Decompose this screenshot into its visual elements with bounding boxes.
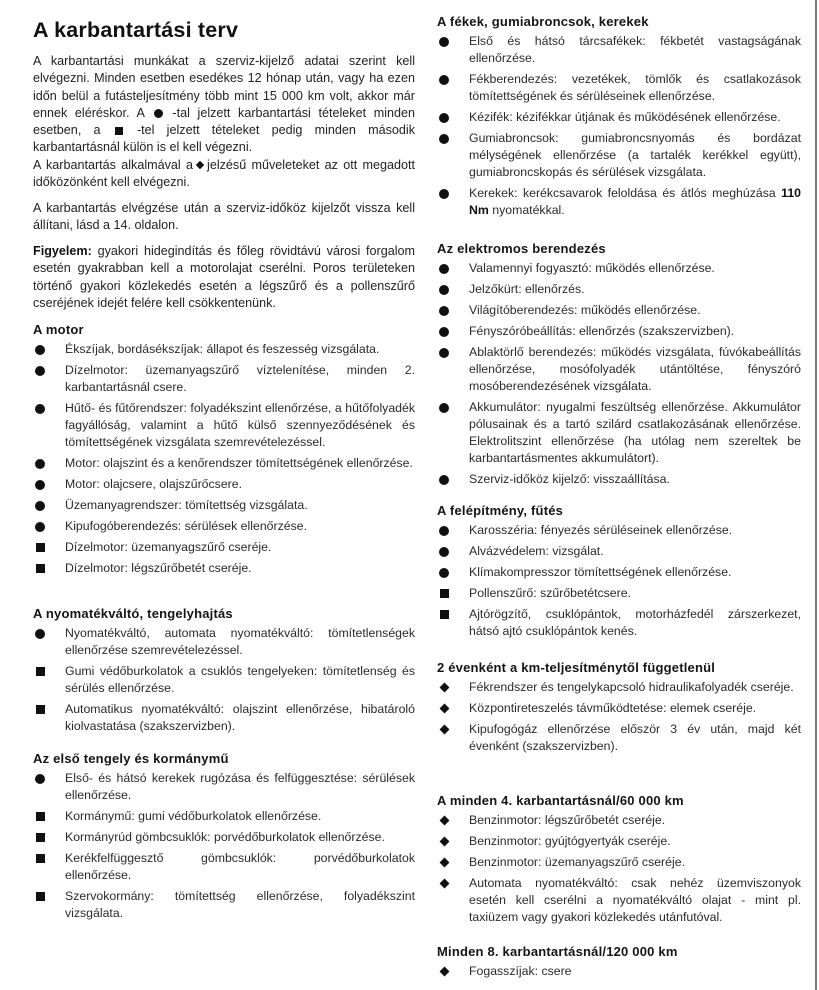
circle-bullet-icon [33,518,47,535]
circle-shape [439,327,449,337]
list-electrical [437,260,801,492]
item-text: Akkumulátor: nyugalmi feszültség ellenőrzése. Akkumulátor pólusainak és a tartó szilárd csatlakozásának ellenőrzése. Elektrolitszint ellenőrzése (ha utólag nem szereltek be karbantartásmentes akkumulátort). [469,400,801,465]
diamond-bullet-icon [196,161,204,169]
square-shape [440,589,449,598]
circle-shape [439,113,449,123]
list-item [33,701,415,735]
item-text: Motor: olajcsere, olajszűrőcsere. [65,477,243,491]
intro-paragraph-2 [33,157,415,192]
list-brakes [437,33,801,223]
circle-bullet-icon [437,185,451,202]
list-item [33,829,415,846]
item-text: Fékberendezés: vezetékek, tömlők és csatlakozások tömítettségének és sérüléseinek ellenőrzése. [469,72,801,103]
circle-shape [35,522,45,532]
list-item [437,833,801,850]
section-title-every-8th: Minden 8. karbantartásnál/120 000 km [437,944,678,959]
list-item [33,497,415,514]
list-item [437,471,801,488]
circle-bullet-icon [33,400,47,417]
diamond-bullet-icon [437,963,451,980]
circle-bullet-icon [33,476,47,493]
circle-bullet-icon [33,341,47,358]
list-transmission [33,625,415,739]
item-text: Kipufogógáz ellenőrzése először 3 év után, majd két évenként (szakszervizben). [469,722,801,753]
intro-text: -tel jelzett tételeket pedig minden második karbantartásnál külön is el kell végezni. [33,123,416,155]
list-two-years [437,679,801,759]
item-bold-value: 110 Nm [469,186,801,217]
circle-bullet-icon [437,399,451,416]
item-text: Gumi védőburkolatok a csuklós tengelyeken: tömítetlenség és sérülés ellenőrzése. [65,664,415,695]
list-item [33,476,415,493]
section-title-two-years: 2 évenként a km-teljesítménytől függetlenül [437,660,716,675]
diamond-bullet-icon [437,700,451,717]
list-item [437,963,801,980]
list-every-4th [437,812,801,930]
circle-shape [439,37,449,47]
list-item [437,33,801,67]
diamond-shape [439,858,449,868]
diamond-shape [439,967,449,977]
list-item [33,808,415,825]
square-bullet-icon [437,606,451,623]
square-shape [440,610,449,619]
section-title-transmission: A nyomatékváltó, tengelyhajtás [33,606,233,621]
circle-bullet-icon [154,109,163,118]
page-title: A karbantartási terv [33,18,239,42]
item-text: Kerékfelfüggesztő gömbcsuklók: porvédőburkolatok ellenőrzése. [65,851,415,882]
square-bullet-icon [33,560,47,577]
circle-shape [35,774,45,784]
item-text: Fékrendszer és tengelykapcsoló hidraulikafolyadék cseréje. [469,680,794,694]
section-title-motor: A motor [33,322,84,337]
item-text: Első és hátsó tárcsafékek: fékbetét vastagságának ellenőrzése. [469,34,801,65]
item-text: Ablaktörlő berendezés: működés vizsgálata, fúvókabeállítás ellenőrzése, mosófolyadék utántöltése, fényszóró mosóberendezésének vizsgálata. [469,345,801,393]
item-text: Motor: olajszint és a kenőrendszer tömítettségének ellenőrzése. [65,456,413,470]
circle-shape [35,480,45,490]
circle-shape [439,348,449,358]
intro-text: jelzésű műveleteket az ott megadott időközönként kell elvégezni. [33,158,415,190]
list-item [437,585,801,602]
list-motor [33,341,415,581]
list-item [437,323,801,340]
list-item [437,721,801,755]
item-text: Dízelmotor: üzemanyagszűrő cseréje. [65,540,272,554]
list-item [33,770,415,804]
square-bullet-icon [33,888,47,905]
item-text: Ajtórögzítő, csuklópántok, motorházfedél zárszerkezet, hátsó ajtó csuklópántok kenés. [469,607,801,638]
circle-bullet-icon [437,302,451,319]
square-shape [36,833,45,842]
circle-shape [439,403,449,413]
square-bullet-icon [33,829,47,846]
circle-bullet-icon [437,323,451,340]
item-text: Fényszóróbeállítás: ellenőrzés (szakszervizben). [469,324,735,338]
circle-bullet-icon [437,344,451,361]
diamond-shape [439,704,449,714]
list-item [33,455,415,472]
list-front-axle [33,770,415,926]
square-shape [36,564,45,573]
item-text: Benzinmotor: légszűrőbetét cseréje. [469,813,666,827]
item-text: Dízelmotor: légszűrőbetét cseréje. [65,561,252,575]
circle-bullet-icon [33,625,47,642]
list-item [33,560,415,577]
diamond-bullet-icon [437,854,451,871]
section-title-brakes: A fékek, gumiabroncsok, kerekek [437,14,649,29]
intro-paragraph-4 [33,243,415,312]
item-text: Üzemanyagrendszer: tömítettség vizsgálata. [65,498,308,512]
circle-shape [439,285,449,295]
list-item [437,344,801,395]
circle-bullet-icon [33,455,47,472]
list-item [437,679,801,696]
list-item [437,700,801,717]
list-item [33,400,415,451]
list-item [33,341,415,358]
item-text: Valamennyi fogyasztó: működés ellenőrzése. [469,261,715,275]
item-text: Szervokormány: tömítettség ellenőrzése, folyadékszint vizsgálata. [65,889,415,920]
list-item [33,850,415,884]
intro-text: A karbantartás alkalmával a [33,158,194,172]
square-shape [36,892,45,901]
item-text: Kormánymű: gumi védőburkolatok ellenőrzése. [65,809,322,823]
item-text: Automatikus nyomatékváltó: olajszint ellenőrzése, hibatároló kiolvastatása (szakszervizben). [65,702,415,733]
item-text: Világítóberendezés: működés ellenőrzése. [469,303,701,317]
circle-bullet-icon [437,471,451,488]
circle-shape [439,189,449,199]
diamond-bullet-icon [437,721,451,738]
list-item [437,564,801,581]
item-text: Kézifék: kézifékkar útjának és működésének ellenőrzése. [469,110,781,124]
circle-bullet-icon [437,281,451,298]
item-text: Gumiabroncsok: gumiabroncsnyomás és bordázat mélységének ellenőrzése (a tartalék kerékkel együtt), gumiabroncskopás és sérülések vizsgálata. [469,131,801,179]
intro-text: A karbantartási munkákat a szerviz-kijelző adatai szerint kell elvégezni. Minden esetben esedékes 12 hónap után, vagy ha ezen időn belül a futásteljesítmény több mint 15 000 km volt, akkor már ennek eléréskor. A [33,54,415,120]
circle-shape [439,547,449,557]
circle-shape [439,526,449,536]
diamond-bullet-icon [437,679,451,696]
circle-bullet-icon [33,362,47,379]
item-text: Első- és hátsó kerekek rugózása és felfüggesztése: sérülések ellenőrzése. [65,771,415,802]
item-text: Pollenszűrő: szűrőbetétcsere. [469,586,631,600]
diamond-shape [439,725,449,735]
diamond-shape [439,879,449,889]
list-item [33,362,415,396]
item-text: Központireteszelés távműködtetése: elemek cseréje. [469,701,757,715]
item-text: Alvázvédelem: vizsgálat. [469,544,604,558]
circle-bullet-icon [33,770,47,787]
intro-text: gyakori hidegindítás és főleg rövidtávú városi forgalom esetén gyakrabban kell a motorolajat cserélni. Poros területeken történő gyakori közlekedés esetén a légszűrő és a pollenszűrő cseréjének idejét felére kell csökkentenünk. [33,244,416,310]
list-body [437,522,801,644]
list-item [437,522,801,539]
list-item [33,625,415,659]
item-text: Jelzőkürt: ellenőrzés. [469,282,585,296]
circle-shape [35,366,45,376]
item-text: Kipufogóberendezés: sérülések ellenőrzése. [65,519,307,533]
item-text: Automata nyomatékváltó: csak nehéz üzemviszonyok esetén kell cserélni a nyomatékváltó olajat - mint pl. taxiüzem vagy gyakori közlekedés utánfutóval. [469,876,801,924]
circle-shape [439,75,449,85]
circle-shape [439,475,449,485]
list-item [437,543,801,560]
intro-paragraph-3: A karbantartás elvégzése után a szerviz-időköz kijelzőt vissza kell állítani, lásd a 14. oldalon. [33,201,415,233]
square-bullet-icon [115,127,123,135]
item-text: Klímakompresszor tömítettségének ellenőrzése. [469,565,732,579]
item-text: Hűtő- és fűtőrendszer: folyadékszint ellenőrzése, a hűtőfolyadék fagyállóság, valamint a hűtő külső szennyeződésének és tömítettségének vizsgálata szemrevételezéssel. [65,401,415,449]
item-text: Kerekek: kerékcsavarok feloldása és átlós meghúzása [469,186,776,200]
list-item [33,518,415,535]
section-title-body: A felépítmény, fűtés [437,503,564,518]
list-item [437,71,801,105]
list-item [33,663,415,697]
square-shape [36,854,45,863]
diamond-shape [439,683,449,693]
square-bullet-icon [33,663,47,680]
item-text: Benzinmotor: üzemanyagszűrő cseréje. [469,855,685,869]
circle-bullet-icon [437,522,451,539]
page-edge-line [815,0,817,990]
circle-bullet-icon [437,543,451,560]
diamond-bullet-icon [437,812,451,829]
intro-paragraph-1 [33,53,415,157]
item-text: Dízelmotor: üzemanyagszűrő víztelenítése, minden 2. karbantartásnál csere. [65,363,415,394]
square-bullet-icon [33,850,47,867]
square-bullet-icon [33,539,47,556]
circle-bullet-icon [437,564,451,581]
list-item [437,854,801,871]
list-item [437,812,801,829]
list-item [437,399,801,467]
square-bullet-icon [33,808,47,825]
circle-shape [35,404,45,414]
item-text: Szerviz-időköz kijelző: visszaállítása. [469,472,670,486]
list-item [33,539,415,556]
item-text: Nyomatékváltó, automata nyomatékváltó: tömítetlenségek ellenőrzése szemrevételezéssel. [65,626,415,657]
item-text: Fogasszíjak: csere [469,964,572,978]
list-item [437,302,801,319]
warning-label: Figyelem: [33,244,92,258]
square-bullet-icon [437,585,451,602]
square-bullet-icon [33,701,47,718]
circle-shape [35,459,45,469]
circle-shape [35,501,45,511]
circle-shape [35,345,45,355]
square-shape [36,667,45,676]
circle-bullet-icon [437,33,451,50]
list-item [33,888,415,922]
intro-text: -tal jelzett karbantartási tételeket minden esetben, a [33,105,416,138]
circle-bullet-icon [437,260,451,277]
circle-shape [35,629,45,639]
item-text: Benzinmotor: gyújtógyertyák cseréje. [469,834,671,848]
list-item [437,130,801,181]
circle-shape [439,134,449,144]
list-item [437,875,801,926]
circle-bullet-icon [437,130,451,147]
item-text: Karosszéria: fényezés sérüléseinek ellenőrzése. [469,523,733,537]
section-title-electrical: Az elektromos berendezés [437,241,606,256]
circle-bullet-icon [437,71,451,88]
list-every-8th [437,963,801,984]
circle-shape [439,568,449,578]
diamond-shape [439,837,449,847]
item-text: nyomatékkal. [492,203,565,217]
item-text: Ékszíjak, bordásékszíjak: állapot és feszesség vizsgálata. [65,342,380,356]
diamond-bullet-icon [437,875,451,892]
item-text: Kormányrúd gömbcsuklók: porvédőburkolatok ellenőrzése. [65,830,385,844]
circle-shape [439,264,449,274]
list-item [437,281,801,298]
section-title-front-axle: Az első tengely és kormánymű [33,751,229,766]
circle-shape [439,306,449,316]
list-item [437,185,801,219]
square-shape [36,705,45,714]
circle-bullet-icon [33,497,47,514]
section-title-every-4th: A minden 4. karbantartásnál/60 000 km [437,793,684,808]
list-item [437,260,801,277]
list-item [437,606,801,640]
diamond-shape [439,816,449,826]
diamond-bullet-icon [437,833,451,850]
square-shape [36,543,45,552]
square-shape [36,812,45,821]
list-item [437,109,801,126]
circle-bullet-icon [437,109,451,126]
